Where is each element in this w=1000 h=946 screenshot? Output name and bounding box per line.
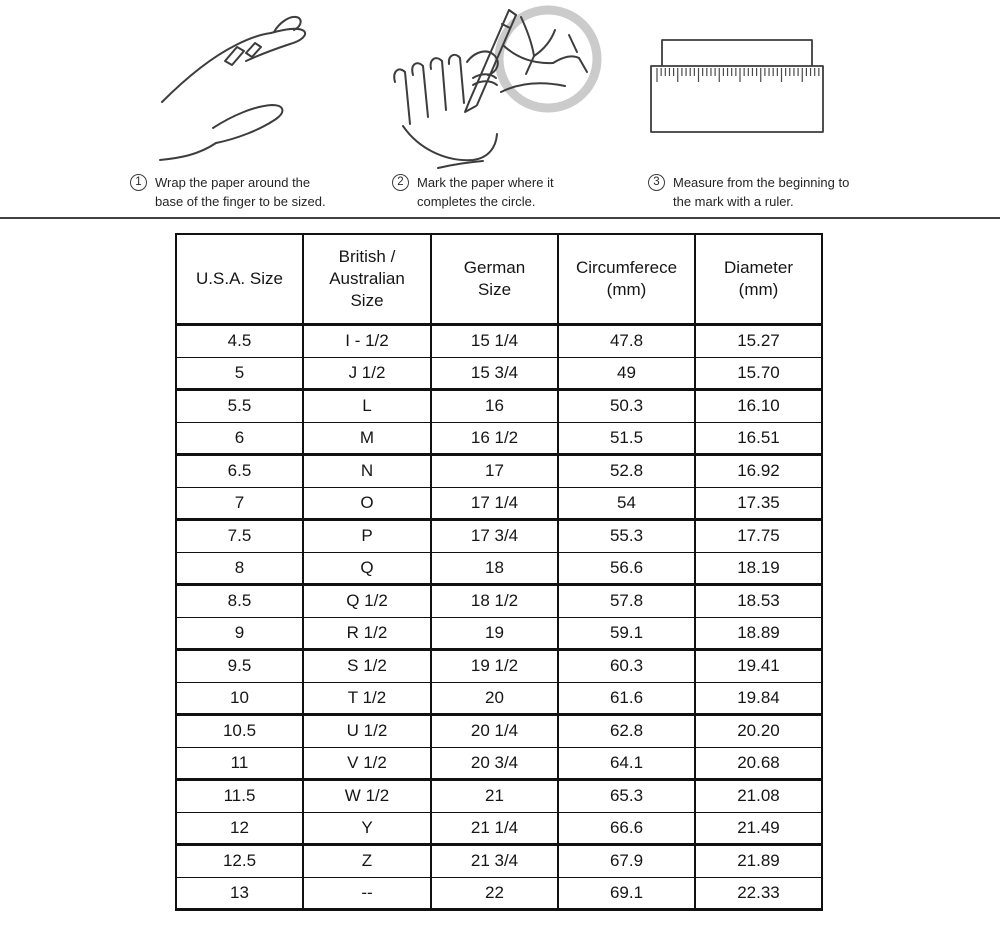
table-cell: 16 (431, 390, 558, 423)
table-cell: J 1/2 (303, 357, 431, 390)
table-row (176, 325, 822, 358)
col-header-german-size (431, 234, 558, 325)
table-cell: 17 1/4 (431, 487, 558, 520)
step-2-number-badge: 2 (392, 174, 409, 191)
table-cell: 20.20 (695, 715, 822, 748)
table-cell: R 1/2 (303, 617, 431, 650)
table-cell: 55.3 (558, 520, 695, 553)
header-line: Australian (329, 269, 405, 288)
table-cell: 20 1/4 (431, 715, 558, 748)
table-cell: 21 (431, 780, 558, 813)
hand-pencil-marking-icon (383, 2, 611, 170)
table-row (176, 780, 822, 813)
table-cell: Z (303, 845, 431, 878)
table-row (176, 585, 822, 618)
step-1-text-line-1: Wrap the paper around the (155, 175, 311, 190)
table-cell: 66.6 (558, 812, 695, 845)
col-header-diameter-mm (695, 234, 822, 325)
table-cell: 12.5 (176, 845, 303, 878)
table-cell: W 1/2 (303, 780, 431, 813)
table-cell: 51.5 (558, 422, 695, 455)
table-cell: 15.27 (695, 325, 822, 358)
table-cell: 17.35 (695, 487, 822, 520)
table-cell: U 1/2 (303, 715, 431, 748)
table-cell: 19.84 (695, 682, 822, 715)
col-header-british-australian-size (303, 234, 431, 325)
table-row (176, 682, 822, 715)
table-cell: 61.6 (558, 682, 695, 715)
table-row (176, 845, 822, 878)
table-cell: 7 (176, 487, 303, 520)
table-cell: 19 1/2 (431, 650, 558, 683)
table-cell: 10 (176, 682, 303, 715)
table-cell: 7.5 (176, 520, 303, 553)
table-cell: 5 (176, 357, 303, 390)
table-cell: 11 (176, 747, 303, 780)
header-line: (mm) (738, 280, 779, 299)
table-cell: 17 (431, 455, 558, 488)
table-row (176, 812, 822, 845)
ring-size-table-body (176, 325, 822, 910)
table-cell: 62.8 (558, 715, 695, 748)
table-cell: 18 (431, 552, 558, 585)
table-cell: 20.68 (695, 747, 822, 780)
header-line: Circumferece (575, 258, 678, 277)
step-1-number-badge: 1 (130, 174, 147, 191)
step-3-text-line-1: Measure from the beginning to (673, 175, 850, 190)
step-2-caption (392, 173, 597, 211)
table-cell: 17 3/4 (431, 520, 558, 553)
table-cell: Y (303, 812, 431, 845)
table-cell: 50.3 (558, 390, 695, 423)
table-cell: Q (303, 552, 431, 585)
header-line: U.S.A. Size (196, 269, 283, 288)
table-cell: 18.53 (695, 585, 822, 618)
table-cell: 9.5 (176, 650, 303, 683)
step-3-number-badge: 3 (648, 174, 665, 191)
table-row (176, 650, 822, 683)
table-cell: 22 (431, 877, 558, 910)
ring-size-table (175, 233, 823, 911)
table-cell: 21 3/4 (431, 845, 558, 878)
table-cell: 9 (176, 617, 303, 650)
table-cell: 19.41 (695, 650, 822, 683)
table-cell: 5.5 (176, 390, 303, 423)
header-line: Diameter (724, 258, 793, 277)
table-cell: 59.1 (558, 617, 695, 650)
table-cell: 10.5 (176, 715, 303, 748)
table-cell: 64.1 (558, 747, 695, 780)
table-cell: P (303, 520, 431, 553)
table-cell: 56.6 (558, 552, 695, 585)
header-line: British / (338, 247, 396, 266)
table-cell: 17.75 (695, 520, 822, 553)
table-cell: 16.92 (695, 455, 822, 488)
table-cell: 18 1/2 (431, 585, 558, 618)
header-line: (mm) (606, 280, 647, 299)
table-cell: 4.5 (176, 325, 303, 358)
table-row (176, 390, 822, 423)
table-cell: 18.19 (695, 552, 822, 585)
table-cell: 52.8 (558, 455, 695, 488)
table-row (176, 877, 822, 910)
header-line: Size (350, 291, 384, 310)
table-row (176, 455, 822, 488)
table-cell: 15 3/4 (431, 357, 558, 390)
table-row (176, 422, 822, 455)
col-header-usa-size (176, 234, 303, 325)
table-cell: O (303, 487, 431, 520)
step-3-text (673, 173, 849, 211)
step-3-text-line-2: the mark with a ruler. (673, 194, 794, 209)
step-2-text (417, 173, 554, 211)
table-cell: N (303, 455, 431, 488)
table-cell: 6 (176, 422, 303, 455)
step-2-text-line-2: completes the circle. (417, 194, 536, 209)
table-cell: 15.70 (695, 357, 822, 390)
table-cell: 19 (431, 617, 558, 650)
step-1-text-line-2: base of the finger to be sized. (155, 194, 326, 209)
col-header-circumference-mm (558, 234, 695, 325)
table-cell: Q 1/2 (303, 585, 431, 618)
table-cell: 16.10 (695, 390, 822, 423)
table-cell: 13 (176, 877, 303, 910)
table-cell: 67.9 (558, 845, 695, 878)
table-cell: 60.3 (558, 650, 695, 683)
table-header (176, 234, 822, 325)
hand-paper-strip-icon (158, 10, 330, 168)
table-row (176, 487, 822, 520)
table-cell: S 1/2 (303, 650, 431, 683)
table-header-row (176, 234, 822, 325)
table-cell: 16 1/2 (431, 422, 558, 455)
header-line: Size (477, 280, 512, 299)
table-cell: 47.8 (558, 325, 695, 358)
table-cell: V 1/2 (303, 747, 431, 780)
table-row (176, 520, 822, 553)
table-cell: 11.5 (176, 780, 303, 813)
table-row (176, 357, 822, 390)
step-1-text (155, 173, 326, 211)
table-cell: 21.89 (695, 845, 822, 878)
table-cell: 21.08 (695, 780, 822, 813)
step-2-text-line-1: Mark the paper where it (417, 175, 554, 190)
table-cell: 49 (558, 357, 695, 390)
table-cell: T 1/2 (303, 682, 431, 715)
table-row (176, 617, 822, 650)
table-cell: 16.51 (695, 422, 822, 455)
table-cell: L (303, 390, 431, 423)
table-cell: 8.5 (176, 585, 303, 618)
table-cell: 21 1/4 (431, 812, 558, 845)
table-cell: 8 (176, 552, 303, 585)
table-row (176, 552, 822, 585)
section-divider (0, 217, 1000, 219)
table-cell: 65.3 (558, 780, 695, 813)
table-cell: I - 1/2 (303, 325, 431, 358)
table-cell: 12 (176, 812, 303, 845)
table-cell: 69.1 (558, 877, 695, 910)
table-row (176, 747, 822, 780)
table-cell: 21.49 (695, 812, 822, 845)
table-cell: 18.89 (695, 617, 822, 650)
table-cell: 6.5 (176, 455, 303, 488)
table-cell: 22.33 (695, 877, 822, 910)
table-cell: 20 3/4 (431, 747, 558, 780)
table-cell: 57.8 (558, 585, 695, 618)
step-1-caption (130, 173, 355, 211)
table-row (176, 715, 822, 748)
ruler-icon (648, 38, 828, 138)
table-cell: M (303, 422, 431, 455)
table-cell: 15 1/4 (431, 325, 558, 358)
table-cell: -- (303, 877, 431, 910)
table-cell: 20 (431, 682, 558, 715)
step-3-caption (648, 173, 883, 211)
table-cell: 54 (558, 487, 695, 520)
header-line: German (463, 258, 526, 277)
